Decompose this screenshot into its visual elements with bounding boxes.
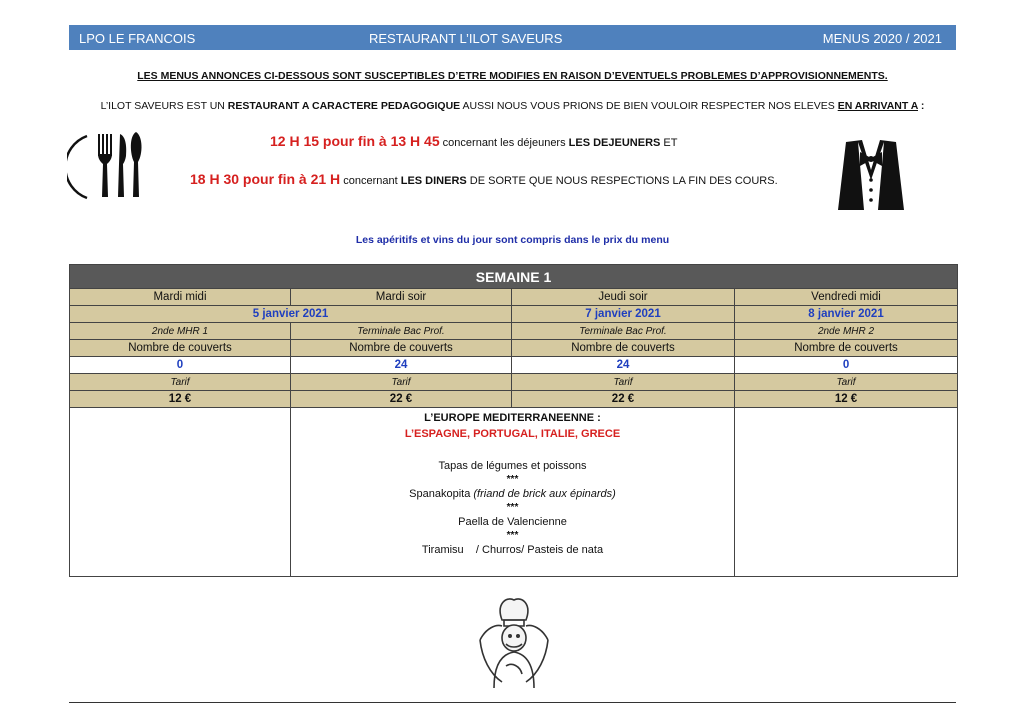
lunch-time: 12 H 15 pour fin à 13 H 45 bbox=[270, 133, 440, 149]
dish-name: Spanakopita bbox=[409, 488, 474, 500]
day-thursday-dinner: Jeudi soir bbox=[512, 289, 735, 306]
tarif-label: Tarif bbox=[735, 374, 958, 391]
price-value: 22 € bbox=[291, 391, 512, 408]
dish-note: (friand de brick aux épinards) bbox=[473, 488, 616, 500]
bowtie-tuxedo-icon bbox=[838, 140, 904, 212]
menu-content-cell bbox=[291, 408, 735, 577]
menu-dish-main: Paella de Valencienne bbox=[458, 516, 567, 528]
menu-separator: *** bbox=[506, 502, 519, 513]
menu-dish-dessert: Tiramisu / Churros/ Pasteis de nata bbox=[421, 544, 604, 556]
notice-part1: L’ILOT SAVEURS EST UN bbox=[100, 100, 228, 112]
price-value: 12 € bbox=[735, 391, 958, 408]
covers-value: 0 bbox=[70, 357, 291, 374]
day-friday-lunch: Vendredi midi bbox=[735, 289, 958, 306]
class-cell: Terminale Bac Prof. bbox=[512, 323, 735, 340]
class-cell: 2nde MHR 1 bbox=[70, 323, 291, 340]
menu-empty-cell bbox=[735, 408, 958, 577]
weekly-menu-table bbox=[69, 264, 958, 577]
dinner-time: 18 H 30 pour fin à 21 H bbox=[190, 171, 341, 187]
lunch-label: LES DEJEUNERS bbox=[568, 137, 661, 149]
notice-text bbox=[69, 100, 956, 112]
lunch-and: ET bbox=[660, 137, 678, 149]
day-tuesday-dinner: Mardi soir bbox=[291, 289, 512, 306]
covers-value: 24 bbox=[291, 357, 512, 374]
covers-label: Nombre de couverts bbox=[512, 340, 735, 357]
date-tuesday: 5 janvier 2021 bbox=[70, 306, 512, 323]
lunch-text: concernant les déjeuners bbox=[439, 137, 569, 149]
menu-dish-starter: Tapas de légumes et poissons bbox=[438, 460, 587, 472]
class-cell: 2nde MHR 2 bbox=[735, 323, 958, 340]
covers-label: Nombre de couverts bbox=[291, 340, 512, 357]
notice-arrival: EN ARRIVANT A bbox=[837, 100, 918, 112]
tarif-label: Tarif bbox=[70, 374, 291, 391]
covers-label: Nombre de couverts bbox=[70, 340, 291, 357]
class-cell: Terminale Bac Prof. bbox=[291, 323, 512, 340]
menu-countries: L’ESPAGNE, PORTUGAL, ITALIE, GRECE bbox=[404, 428, 621, 440]
menu-dish-second bbox=[291, 486, 734, 502]
notice-colon: : bbox=[918, 100, 925, 112]
drinks-included-note: Les apéritifs et vins du jour sont compris dans le prix du menu bbox=[355, 234, 670, 246]
notice-emphasis: RESTAURANT A CARACTERE PEDAGOGIQUE bbox=[227, 100, 461, 112]
menu-year: MENUS 2020 / 2021 bbox=[822, 31, 942, 46]
date-thursday: 7 janvier 2021 bbox=[512, 306, 735, 323]
price-value: 12 € bbox=[70, 391, 291, 408]
notice-part3: AUSSI NOUS VOUS PRIONS DE BIEN VOULOIR RESPECTER NOS ELEVES bbox=[460, 100, 838, 112]
page-header bbox=[69, 25, 956, 50]
menu-theme-title: L’EUROPE MEDITERRANEENNE : bbox=[424, 412, 601, 424]
covers-label: Nombre de couverts bbox=[735, 340, 958, 357]
menu-separator: *** bbox=[506, 530, 519, 541]
dinner-end-text: DE SORTE QUE NOUS RESPECTIONS LA FIN DES COURS. bbox=[466, 175, 778, 187]
supply-warning: LES MENUS ANNONCES CI-DESSOUS SONT SUSCEPTIBLES D’ETRE MODIFIES EN RAISON D’EVENTUELS PROBLEMES D’APPROVISIONNEMENTS. bbox=[137, 70, 888, 82]
price-value: 22 € bbox=[512, 391, 735, 408]
menu-empty-cell bbox=[70, 408, 291, 577]
day-tuesday-lunch: Mardi midi bbox=[70, 289, 291, 306]
covers-value: 0 bbox=[735, 357, 958, 374]
school-name: LPO LE FRANCOIS bbox=[79, 31, 196, 46]
covers-value: 24 bbox=[512, 357, 735, 374]
dinner-schedule bbox=[190, 171, 778, 187]
dinner-text: concernant bbox=[340, 175, 401, 187]
tarif-label: Tarif bbox=[291, 374, 512, 391]
week-title: SEMAINE 1 bbox=[70, 265, 958, 289]
restaurant-name: RESTAURANT L’ILOT SAVEURS bbox=[369, 31, 563, 46]
date-friday: 8 janvier 2021 bbox=[735, 306, 958, 323]
chef-illustration bbox=[466, 594, 562, 690]
menu-separator: *** bbox=[506, 474, 519, 485]
footer-divider bbox=[69, 702, 956, 703]
dinner-label: LES DINERS bbox=[400, 175, 467, 187]
lunch-schedule bbox=[270, 133, 677, 149]
cutlery-icon bbox=[67, 128, 153, 203]
tarif-label: Tarif bbox=[512, 374, 735, 391]
